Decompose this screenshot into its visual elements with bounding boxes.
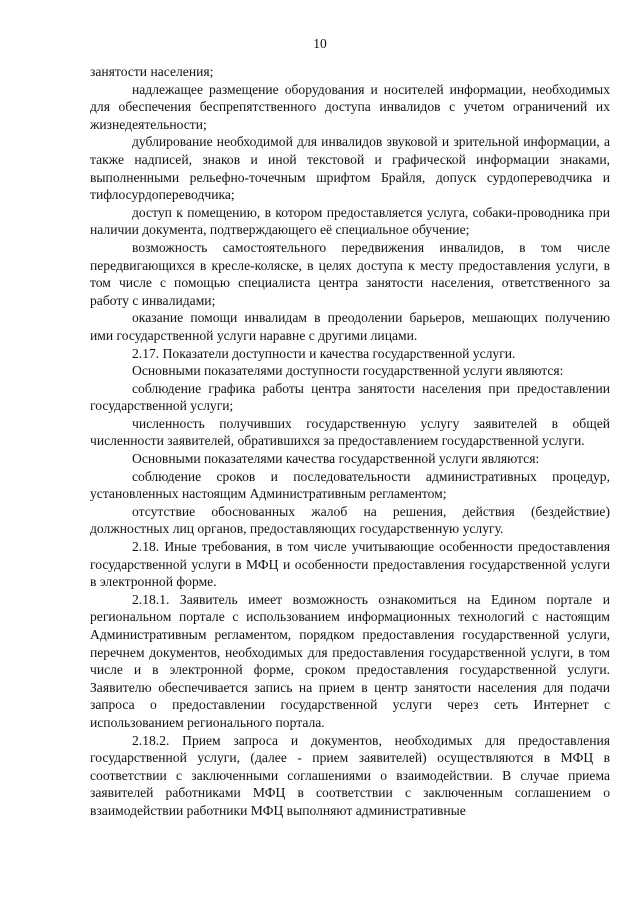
document-body bbox=[90, 63, 610, 820]
paragraph: отсутствие обоснованных жалоб на решения, действия (бездействие) должностных лиц органов, предоставляющих государственную услугу. bbox=[90, 503, 610, 537]
paragraph: занятости населения; bbox=[90, 64, 214, 79]
paragraph: 2.18.2. Прием запроса и документов, необходимых для предоставления государственной услуги, (далее - прием заявителей) осуществляются в МФЦ в соответствии с заключенными соглашениями о взаимодействии. В случае приема заявителей работниками МФЦ в соответствии с заключенным соглашением о взаимодействии работники МФЦ выполняют административные bbox=[90, 732, 610, 818]
section-heading: 2.18. Иные требования, в том числе учитывающие особенности предоставления государственной услуги в МФЦ и особенности предоставления государственной услуги в электронной форме. bbox=[90, 539, 610, 590]
paragraph: оказание помощи инвалидам в преодолении барьеров, мешающих получению ими государственной услуги наравне с другими лицами. bbox=[90, 310, 610, 343]
paragraph: доступ к помещению, в котором предоставляется услуга, собаки-проводника при наличии документа, подтверждающего её специальное обучение; bbox=[90, 204, 610, 238]
paragraph: соблюдение графика работы центра занятости населения при предоставлении государственной услуги; bbox=[90, 380, 610, 414]
paragraph: численность получивших государственную услугу заявителей в общей численности заявителей, обратившихся за предоставлением государственной услуги. bbox=[90, 415, 610, 449]
paragraph: дублирование необходимой для инвалидов звуковой и зрительной информации, а также надписей, знаков и иной текстовой и графической информации знаками, выполненными рельефно-точечным шрифтом Брайля, допуск сурдопереводчика и тифлосурдопереводчика; bbox=[90, 134, 610, 203]
paragraph: возможность самостоятельного передвижения инвалидов, в том числе передвигающихся в кресле-коляске, в целях доступа к месту предоставления услуги, в том числе с помощью специалиста центра занятости населения, ответственного за работу с инвалидами; bbox=[90, 239, 610, 308]
section-heading: 2.17. Показатели доступности и качества государственной услуги. bbox=[132, 345, 516, 361]
paragraph: соблюдение сроков и последовательности административных процедур, установленных настоящим Административным регламентом; bbox=[90, 468, 610, 502]
paragraph: надлежащее размещение оборудования и носителей информации, необходимых для обеспечения беспрепятственного доступа инвалидов с учетом ограничений их жизнедеятельности; bbox=[90, 81, 610, 132]
paragraph: Основными показателями качества государственной услуги являются: bbox=[132, 451, 540, 467]
page-number: 10 bbox=[313, 36, 327, 51]
paragraph: 2.18.1. Заявитель имеет возможность ознакомиться на Едином портале и региональном портале с использованием информационных технологий с настоящим Административным регламентом, порядком предоставления государственной услуги, перечнем документов, необходимых для предоставления государственной услуги, в том числе и в электронной форме, сроком предоставления государственной услуги. Заявителю обеспечивается запись на прием в центр занятости населения для подачи запроса о предоставлении государственной услуги через сеть Интернет с использованием регионального портала. bbox=[90, 591, 610, 730]
paragraph: Основными показателями доступности государственной услуги являются: bbox=[132, 363, 564, 379]
